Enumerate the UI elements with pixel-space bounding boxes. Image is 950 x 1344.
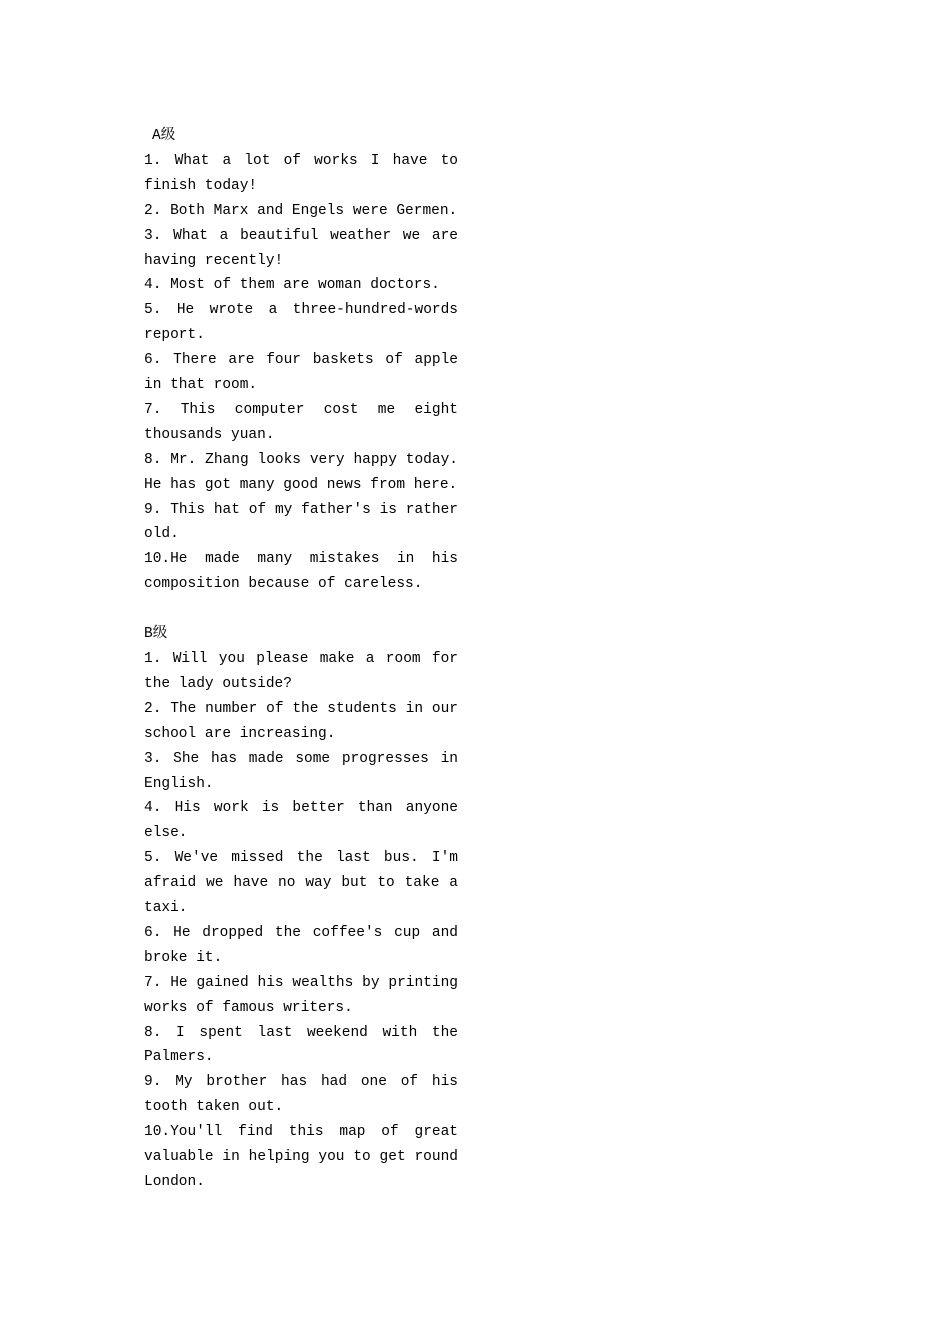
section-b-item-7 bbox=[144, 971, 458, 1021]
item-text: Most of them are woman doctors. bbox=[170, 277, 440, 294]
section-a-item-8 bbox=[144, 448, 458, 498]
item-text: Will you please make a room for the lady outside? bbox=[144, 650, 458, 692]
section-a-item-9 bbox=[144, 498, 458, 548]
exercise-column bbox=[144, 124, 458, 1195]
item-number: 10. bbox=[144, 551, 171, 568]
item-text: What a beautiful weather we are having recently! bbox=[144, 227, 459, 269]
section-b-item-3 bbox=[144, 747, 458, 797]
item-text: He wrote a three-hundred-words report. bbox=[144, 302, 459, 344]
item-text: He made many mistakes in his composition because of careless. bbox=[144, 551, 458, 593]
item-number: 5. bbox=[144, 302, 162, 319]
item-number: 2. bbox=[144, 700, 162, 717]
item-number: 7. bbox=[144, 401, 162, 418]
item-number: 9. bbox=[144, 1074, 162, 1091]
item-number: 8. bbox=[144, 451, 162, 468]
section-a-item-2 bbox=[144, 199, 458, 224]
section-b-item-10 bbox=[144, 1120, 458, 1195]
section-a-item-5 bbox=[144, 298, 458, 348]
item-number: 2. bbox=[144, 202, 162, 219]
item-text: You'll find this map of great valuable in helping you to get round London. bbox=[144, 1124, 458, 1191]
section-a-item-7 bbox=[144, 398, 458, 448]
section-b-heading: B级 bbox=[144, 626, 168, 643]
item-number: 9. bbox=[144, 501, 162, 518]
item-number: 5. bbox=[144, 850, 162, 867]
section-b-item-5 bbox=[144, 846, 458, 921]
item-number: 1. bbox=[144, 152, 162, 169]
section-b-item-4 bbox=[144, 796, 458, 846]
item-text: This hat of my father's is rather old. bbox=[144, 501, 458, 543]
section-b-item-1 bbox=[144, 647, 458, 697]
item-text: She has made some progresses in English. bbox=[144, 750, 459, 792]
item-text: He dropped the coffee's cup and broke it. bbox=[144, 924, 459, 966]
section-b-item-6 bbox=[144, 921, 458, 971]
section-a-item-1 bbox=[144, 149, 458, 199]
section-a-item-6 bbox=[144, 348, 458, 398]
item-text: What a lot of works I have to finish today! bbox=[144, 152, 459, 194]
section-a-list bbox=[144, 149, 458, 597]
item-text: This computer cost me eight thousands yuan. bbox=[144, 401, 458, 443]
section-b-item-8 bbox=[144, 1021, 458, 1071]
section-b-item-9 bbox=[144, 1070, 458, 1120]
item-number: 6. bbox=[144, 352, 162, 369]
section-a-item-10 bbox=[144, 547, 458, 597]
item-text: Mr. Zhang looks very happy today. He has got many good news from here. bbox=[144, 451, 458, 493]
item-number: 7. bbox=[144, 974, 162, 991]
item-number: 4. bbox=[144, 277, 162, 294]
item-number: 3. bbox=[144, 750, 162, 767]
item-number: 6. bbox=[144, 924, 162, 941]
item-text: There are four baskets of apple in that room. bbox=[144, 352, 459, 394]
item-number: 8. bbox=[144, 1024, 162, 1041]
item-text: His work is better than anyone else. bbox=[144, 800, 459, 842]
item-text: The number of the students in our school are increasing. bbox=[144, 700, 458, 742]
item-number: 1. bbox=[144, 650, 162, 667]
item-number: 3. bbox=[144, 227, 162, 244]
item-number: 10. bbox=[144, 1124, 171, 1141]
item-text: Both Marx and Engels were Germen. bbox=[170, 202, 458, 219]
item-text: We've missed the last bus. I'm afraid we have no way but to take a taxi. bbox=[144, 850, 459, 917]
section-gap bbox=[144, 597, 458, 622]
item-text: He gained his wealths by printing works of famous writers. bbox=[144, 974, 458, 1016]
section-a-item-3 bbox=[144, 224, 458, 274]
item-text: My brother has had one of his tooth taken out. bbox=[144, 1074, 458, 1116]
item-text: I spent last weekend with the Palmers. bbox=[144, 1024, 459, 1066]
item-number: 4. bbox=[144, 800, 162, 817]
section-b-item-2 bbox=[144, 697, 458, 747]
section-a-heading: A级 bbox=[152, 128, 176, 144]
section-a-item-4 bbox=[144, 273, 458, 298]
section-b-list bbox=[144, 647, 458, 1195]
